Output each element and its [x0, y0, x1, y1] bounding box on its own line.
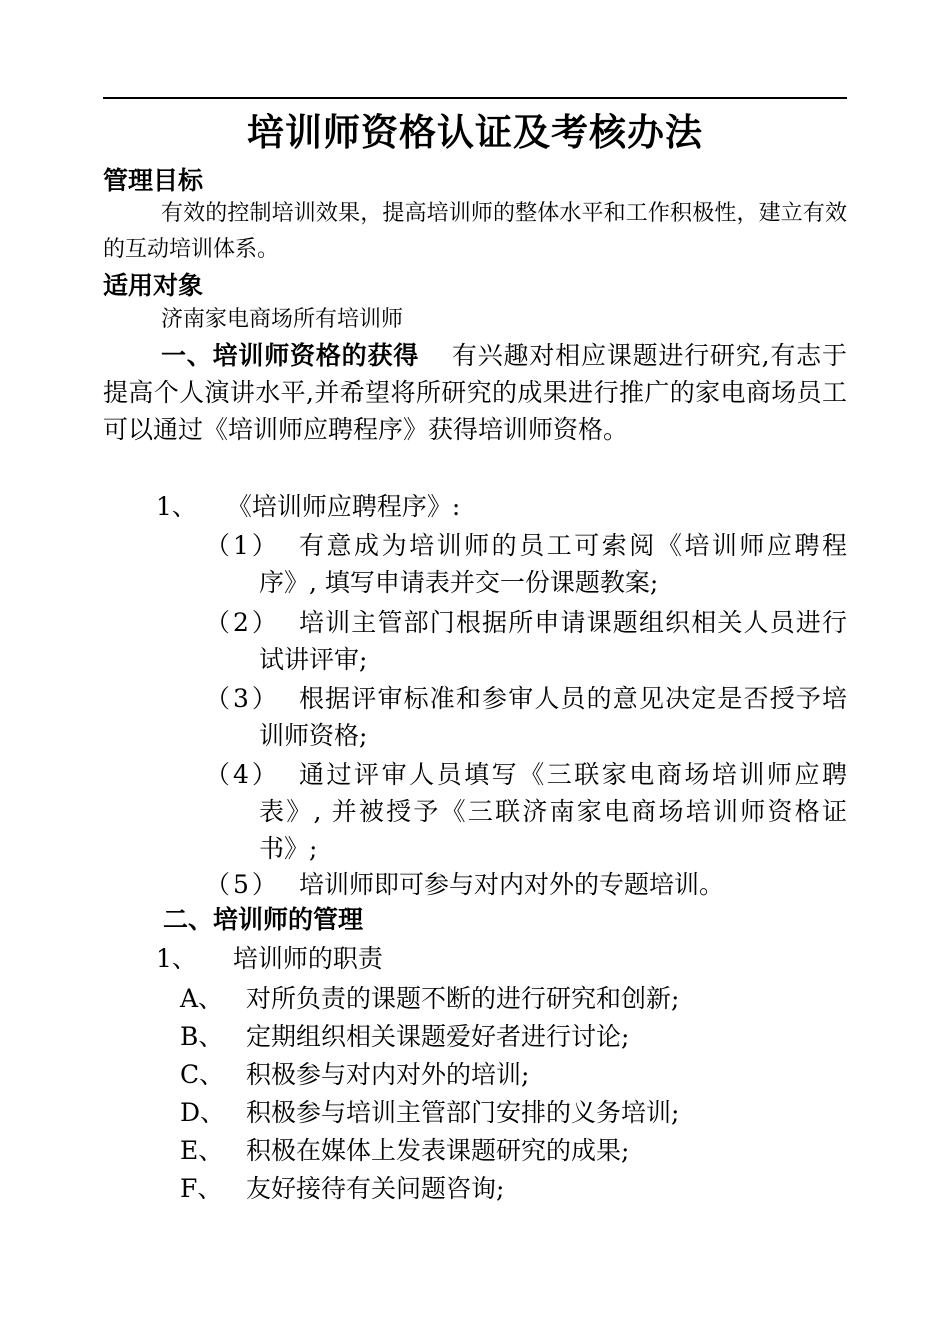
part1-paragraph	[103, 337, 847, 448]
duty-item	[180, 1132, 629, 1169]
duty-text: 积极参与培训主管部门安排的义务培训;	[246, 1098, 680, 1127]
part2-item1-num: 1、	[156, 944, 197, 973]
duty-item	[180, 1056, 529, 1093]
duty-text: 积极在媒体上发表课题研究的成果;	[246, 1136, 630, 1165]
scope-text: 济南家电商场所有培训师	[161, 307, 404, 332]
page-title: 培训师资格认证及考核办法	[247, 111, 703, 154]
duty-item	[180, 980, 679, 1017]
part1-heading: 一、培训师资格的获得	[161, 341, 420, 370]
part2-item1	[156, 940, 383, 977]
duty-text: 定期组织相关课题爱好者进行讨论;	[246, 1022, 630, 1051]
header-rule	[103, 97, 847, 99]
duty-text: 积极参与对内对外的培训;	[246, 1060, 530, 1089]
duty-letter: A、	[180, 984, 224, 1013]
step-text: 培训主管部门根据所申请课题组织相关人员进行试讲评审;	[259, 608, 847, 674]
duty-letter: F、	[180, 1174, 223, 1203]
step-number: （4）	[205, 760, 280, 789]
duty-letter: E、	[180, 1136, 224, 1165]
part1-item1	[156, 488, 460, 525]
step-number: （5）	[205, 870, 280, 899]
step-item	[205, 527, 847, 601]
duty-letter: B、	[180, 1022, 224, 1051]
duty-item	[180, 1018, 629, 1055]
step-number: （2）	[205, 608, 280, 637]
goal-heading: 管理目标	[103, 166, 204, 195]
part1-item1-num: 1、	[156, 492, 197, 521]
duty-item	[180, 1170, 504, 1207]
step-item	[205, 680, 847, 754]
duty-text: 友好接待有关问题咨询;	[246, 1174, 505, 1203]
part2-item1-text: 培训师的职责	[232, 944, 383, 973]
step-text: 根据评审标准和参审人员的意见决定是否授予培训师资格;	[259, 684, 847, 750]
part2-heading: 二、培训师的管理	[163, 905, 364, 934]
step-number: （3）	[205, 684, 280, 713]
part1-item1-text: 《培训师应聘程序》:	[226, 492, 461, 521]
step-text: 通过评审人员填写《三联家电商场培训师应聘表》, 并被授予《三联济南家电商场培训师资格证书》;	[259, 760, 847, 863]
duty-item	[180, 1094, 679, 1131]
duty-letter: D、	[180, 1098, 226, 1127]
part1-text: 有兴趣对相应课题进行研究,有志于提高个人演讲水平,并希望将所研究的成果进行推广的家电商场员工可以通过《培训师应聘程序》获得培训师资格。	[103, 341, 847, 444]
step-item	[205, 756, 847, 867]
step-text: 有意成为培训师的员工可索阅《培训师应聘程序》, 填写申请表并交一份课题教案;	[259, 531, 847, 597]
step-item	[205, 604, 847, 678]
duty-text: 对所负责的课题不断的进行研究和创新;	[246, 984, 680, 1013]
step-text: 培训师即可参与对内对外的专题培训。	[299, 870, 725, 899]
goal-text: 有效的控制培训效果，提高培训师的整体水平和工作积极性，建立有效的互动培训体系。	[103, 201, 847, 262]
duty-letter: C、	[180, 1060, 225, 1089]
step-item	[205, 866, 847, 903]
step-number: （1）	[205, 531, 280, 560]
scope-heading: 适用对象	[103, 271, 204, 300]
